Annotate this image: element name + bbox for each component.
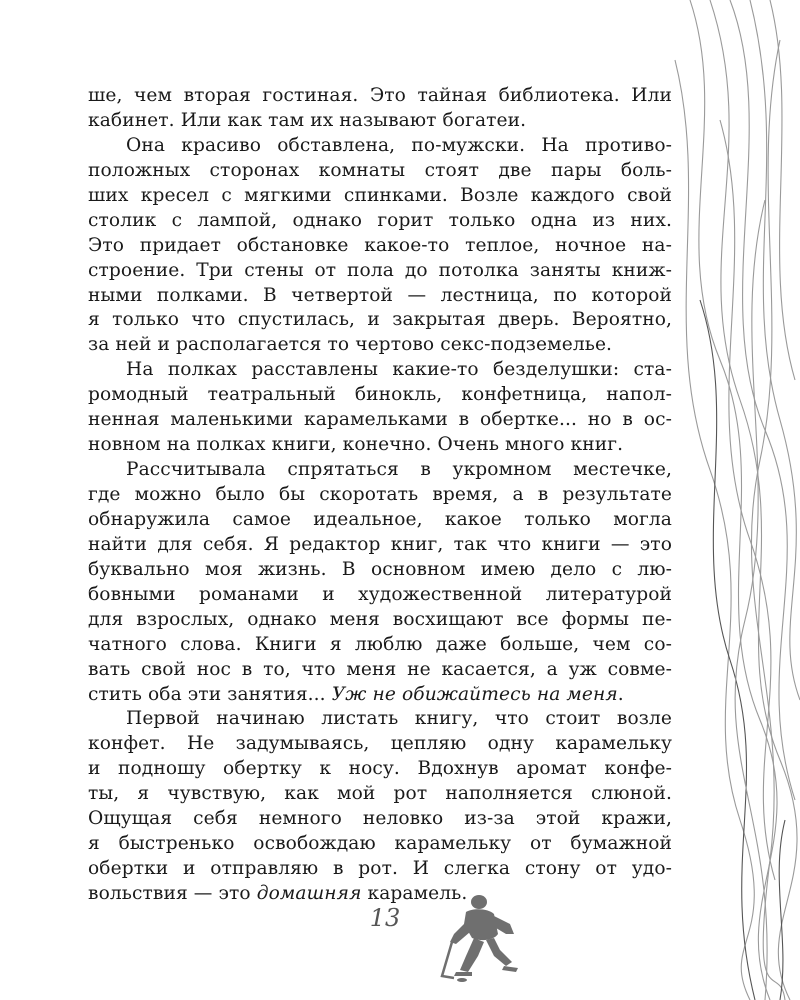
- text-line-content: Ощущая себя немного неловко из-за этой кражи,: [88, 808, 672, 830]
- text-line: [88, 658, 672, 683]
- decorative-wave-lines: [670, 0, 800, 1000]
- hockey-player-icon: [436, 890, 528, 990]
- text-line: [88, 159, 672, 184]
- text-line-content: Рассчитывала спрятаться в укромном местечке,: [126, 459, 672, 481]
- text-line: [88, 259, 672, 284]
- text-line: [88, 757, 672, 782]
- text-line: [88, 109, 672, 134]
- text-line-content: и подношу обертку к носу. Вдохнув аромат конфе-: [88, 758, 672, 780]
- text-line-content: буквально моя жизнь. В основном имею дело с лю-: [88, 558, 672, 580]
- text-line-content: ными полками. В четвертой — лестница, по которой: [88, 284, 672, 306]
- text-line: [88, 807, 672, 832]
- text-line: [88, 608, 672, 633]
- text-line-content: чатного слова. Книги я люблю даже больше, чем со-: [88, 633, 672, 655]
- text-line: [88, 234, 672, 259]
- text-line-content: ших кресел с мягкими спинками. Возле каждого свой: [88, 184, 672, 206]
- text-line-content: ненная маленькими карамельками в обертке... но в ос-: [88, 409, 672, 431]
- text-line-content: бовными романами и художественной литературой: [88, 583, 672, 605]
- italic-phrase: домашняя: [256, 883, 362, 904]
- text-line: [88, 832, 672, 857]
- text-line-content: найти для себя. Я редактор книг, так что книги — это: [88, 533, 672, 555]
- text-line-content: стить оба эти занятия...: [88, 683, 332, 705]
- text-line: [88, 583, 672, 608]
- text-line: [88, 433, 672, 458]
- page-number: 13: [369, 904, 401, 932]
- text-line-content: ше, чем вторая гостиная. Это тайная библиотека. Или: [88, 85, 672, 106]
- text-line: [88, 633, 672, 658]
- text-line-content: я только что спустилась, и закрытая дверь. Вероятно,: [88, 309, 672, 331]
- text-line: [88, 558, 672, 583]
- text-line-content: ромодный театральный бинокль, конфетница, напол-: [88, 384, 672, 406]
- text-line: [88, 782, 672, 807]
- text-line-content: я быстренько освобождаю карамельку от бумажной: [88, 833, 672, 855]
- text-line: [88, 184, 672, 209]
- text-line-content: обнаружила самое идеальное, какое только могла: [88, 508, 672, 530]
- text-line: [88, 209, 672, 234]
- text-line-content: Первой начинаю листать книгу, что стоит возле: [126, 708, 672, 730]
- text-line-content: за ней и располагается то чертово секс-подземелье.: [88, 334, 613, 356]
- text-line: [88, 707, 672, 732]
- text-line-content: где можно было бы скоротать время, а в результате: [88, 484, 672, 505]
- text-line: [88, 358, 672, 383]
- text-line: [88, 857, 672, 882]
- text-line: [88, 683, 672, 708]
- text-line-content: обертки и отправляю в рот. И слегка стону от удо-: [88, 858, 672, 880]
- text-line: [88, 333, 672, 358]
- text-line-content: На полках расставлены какие-то безделушки: ста-: [126, 359, 672, 381]
- text-line-content: ты, я чувствую, как мой рот наполняется слюной.: [88, 783, 672, 805]
- text-line-content: вольствия — это: [88, 883, 257, 904]
- italic-phrase: Уж не обижайтесь на меня: [331, 683, 618, 705]
- text-line-content: Она красиво обставлена, по-мужски. На противо-: [126, 134, 672, 156]
- text-line: [88, 84, 672, 109]
- text-line-tail: карамель.: [361, 883, 468, 904]
- text-line-content: вать свой нос в то, что меня не касается, а уж совме-: [88, 658, 672, 680]
- text-line-content: конфет. Не задумываясь, цепляю одну карамельку: [88, 733, 672, 755]
- page-footer: [0, 890, 800, 990]
- text-line-content: новном на полках книги, конечно. Очень много книг.: [88, 434, 624, 456]
- text-line: [88, 408, 672, 433]
- text-line-content: строение. Три стены от пола до потолка заняты книж-: [88, 259, 672, 281]
- body-text: [88, 84, 672, 907]
- text-line: [88, 134, 672, 159]
- text-line-content: столик с лампой, однако горит только одна из них.: [88, 209, 672, 231]
- text-line-content: для взрослых, однако меня восхищают все формы пе-: [88, 608, 672, 630]
- text-line: [88, 508, 672, 533]
- text-line-tail: .: [617, 683, 624, 705]
- text-line: [88, 483, 672, 508]
- text-line: [88, 458, 672, 483]
- text-line: [88, 533, 672, 558]
- text-line: [88, 732, 672, 757]
- text-line-content: кабинет. Или как там их называют богатеи.: [88, 109, 527, 131]
- text-line: [88, 383, 672, 408]
- text-line-content: Это придает обстановке какое-то теплое, ночное на-: [88, 234, 672, 256]
- text-line: [88, 284, 672, 309]
- text-line: [88, 308, 672, 333]
- text-line-content: положных сторонах комнаты стоят две пары боль-: [88, 159, 672, 181]
